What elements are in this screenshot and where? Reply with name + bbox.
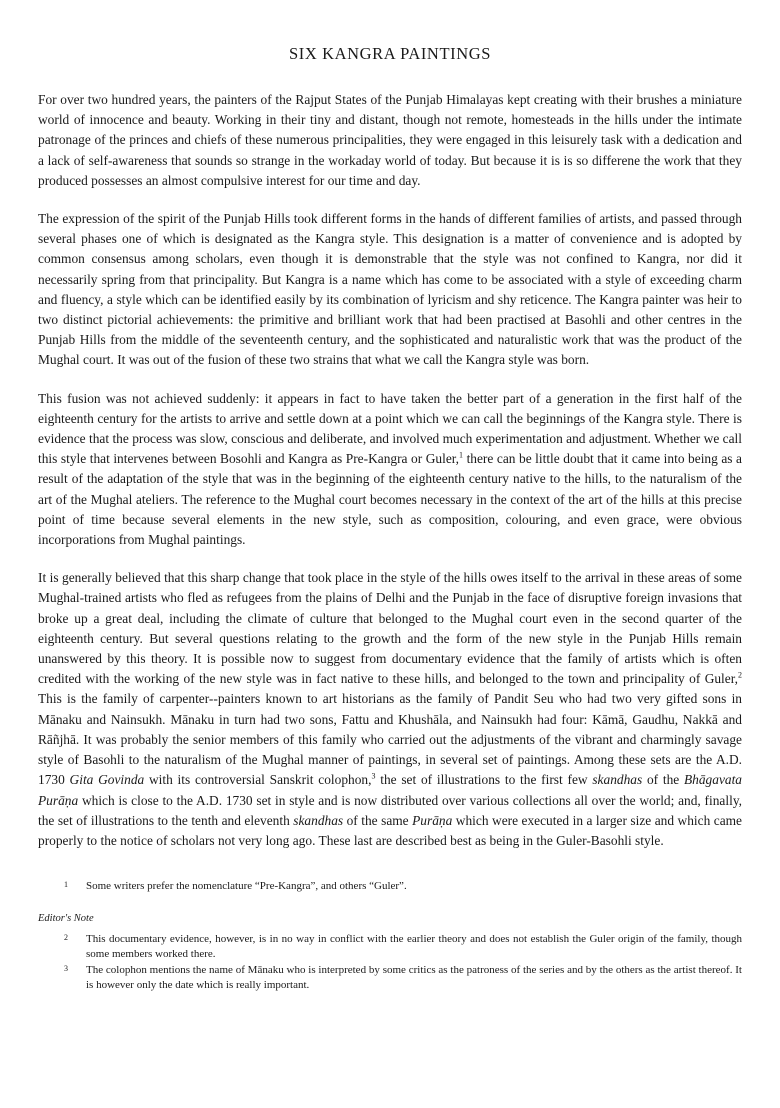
paragraph-4-text-a: It is generally believed that this sharp change that took place in the style of the hills owes itself to the arrival in these areas of some Mughal-trained artists who fled as refugees from the plains of Delhi and the Punjab in the face of disruptive foreign invasions that broke up a great deal, including the climate of culture that belonged to the Mughal court even in the second quarter of the eighteenth century. But several questions relating to the growth and the form of the new style in the Punjab Hills remain unanswered by this theory. It is possible now to suggest from documentary evidence that the family of artists which is often credited with the working of the new style was in fact native to these hills, and belonged to the town and principality of Guler, xyxy=(38,570,742,687)
paragraph-4-text-c: with its controversial Sanskrit colophon, xyxy=(144,772,372,788)
term-purana: Purāṇa xyxy=(412,812,453,828)
paragraph-3-text-a: This fusion was not achieved suddenly: it appears in fact to have taken the better part of a generation in the first half of the eighteenth century for the artists to arrive and settle down at a point which we can call the beginnings of the Kangra style. There is evidence that the process was slow, conscious and deliberate, and involved much experimentation and adjustment. Whether we call this style that intervenes between Bosohli and Kangra as Pre-Kangra or Guler, xyxy=(38,390,742,467)
page-title: SIX KANGRA PAINTINGS xyxy=(288,44,492,63)
footnote-ref-3: 3 xyxy=(371,771,376,781)
title-gita-govinda: Gita Govinda xyxy=(69,772,145,788)
paragraph-3 xyxy=(38,389,742,551)
paragraph-4-text-f: which is close to the A.D. 1730 set in style and is now distributed over various collections all over the world; and, finally, the set of illustrations to the tenth and eleventh xyxy=(38,792,742,828)
paragraph-4-text-d: the set of illustrations to the first few xyxy=(375,772,593,788)
footnote-1-mark: 1 xyxy=(64,880,68,890)
paragraph-2: The expression of the spirit of the Punjab Hills took different forms in the hands of different families of artists, and passed through several phases one of which is designated as the Kangra style. This designation is a matter of convenience and is adopted by common consensus among scholars, even though it is demonstrable that the style was not confined to Kangra, nor did it necessarily spring from that principality. But Kangra is a name which has come to be associated with a style of exceeding charm and fluency, a style which can be identified easily by its combination of lyricism and shy reticence. The Kangra painter was heir to two distinct pictorial achievements: the primitive and brilliant work that had been practised at Basohli and other centres in the Punjab Hills from the middle of the seventeenth century, and the sophisticated and naturalistic work that was the product of the Mughal court. It was out of the fusion of these two strains that what we call the Kangra style was born. xyxy=(38,211,742,368)
paragraph-4-text-b: This is the family of carpenter--painters known to art historians as the family of Pandit Seu who had two very gifted sons in Mānaku and Nainsukh. Mānaku in turn had two sons, Fattu and Khushāla, and Nainsukh had four: Kāmā, Gaudhu, Nakkā and Rāñjhā. It was probably the senior members of this family who carried out the adjustments of the vibrant and charmingly savage style of Basohli to the naturalism of the Mughal manner of paintings, in several set of paintings. Among these sets are the A.D. 1730 xyxy=(38,691,742,788)
paragraph-3-text-b: there can be little doubt that it came into being as a result of the adaptation of the style that was in the beginning of the eighteenth century native to the hills, to the naturalism of the art of the Mughal ateliers. The reference to the Mughal court becomes necessary in the context of the art of the hills at this precise point of time because several elements in the new style, such as composition, colouring, and even grace, were obvious incorporations from Mughal paintings. xyxy=(38,451,742,548)
footnotes xyxy=(38,879,742,992)
editor-note-heading: Editor's Note xyxy=(38,912,94,924)
footnote-2-text: This documentary evidence, however, is in no way in conflict with the earlier theory and does not establish the Guler origin of the family, though some members worked there. xyxy=(86,933,742,960)
footnote-3-mark: 3 xyxy=(64,964,68,974)
paragraph-1: For over two hundred years, the painters of the Rajput States of the Punjab Himalayas kept creating with their brushes a miniature world of innocence and beauty. Working in their tiny and distant, though not remote, homesteads in the hills under the intimate patronage of the princes and chiefs of these numerous principalities, they were engaged in this leisurely task with a dedication and a lack of self-awareness that sounds so strange in the workaday world of today. But because it is is so differene the work that they produced possesses an almost compulsive interest for our time and day. xyxy=(38,92,742,188)
footnote-3-text: The colophon mentions the name of Mānaku who is interpreted by some critics as the patroness of the series and by the others as the artist thereof. It is however only the date which is really important. xyxy=(86,964,742,991)
footnote-2-mark: 2 xyxy=(64,933,68,943)
paragraph-4-text-h: which were executed in a larger size and which came properly to the notice of scholars not very long ago. These last are described best as being in the Guler-Basohli style. xyxy=(38,812,742,848)
title-bhagavata-purana: Bhāgavata Purāṇa xyxy=(38,772,742,808)
footnote-3 xyxy=(38,963,742,992)
footnote-2 xyxy=(38,932,742,961)
editor-footnotes xyxy=(38,932,742,992)
footnote-ref-2: 2 xyxy=(738,670,742,680)
term-skandhas-2: skandhas xyxy=(293,812,344,828)
footnote-1-text: Some writers prefer the nomenclature “Pre-Kangra”, and others “Guler”. xyxy=(86,880,407,893)
paragraph-4-text-g: of the same xyxy=(343,812,413,828)
paragraph-4-text-e: of the xyxy=(642,772,684,788)
footnote-1 xyxy=(38,879,742,894)
paragraph-4 xyxy=(38,568,742,851)
term-skandhas-1: skandhas xyxy=(592,772,643,788)
footnote-ref-1: 1 xyxy=(459,450,464,460)
